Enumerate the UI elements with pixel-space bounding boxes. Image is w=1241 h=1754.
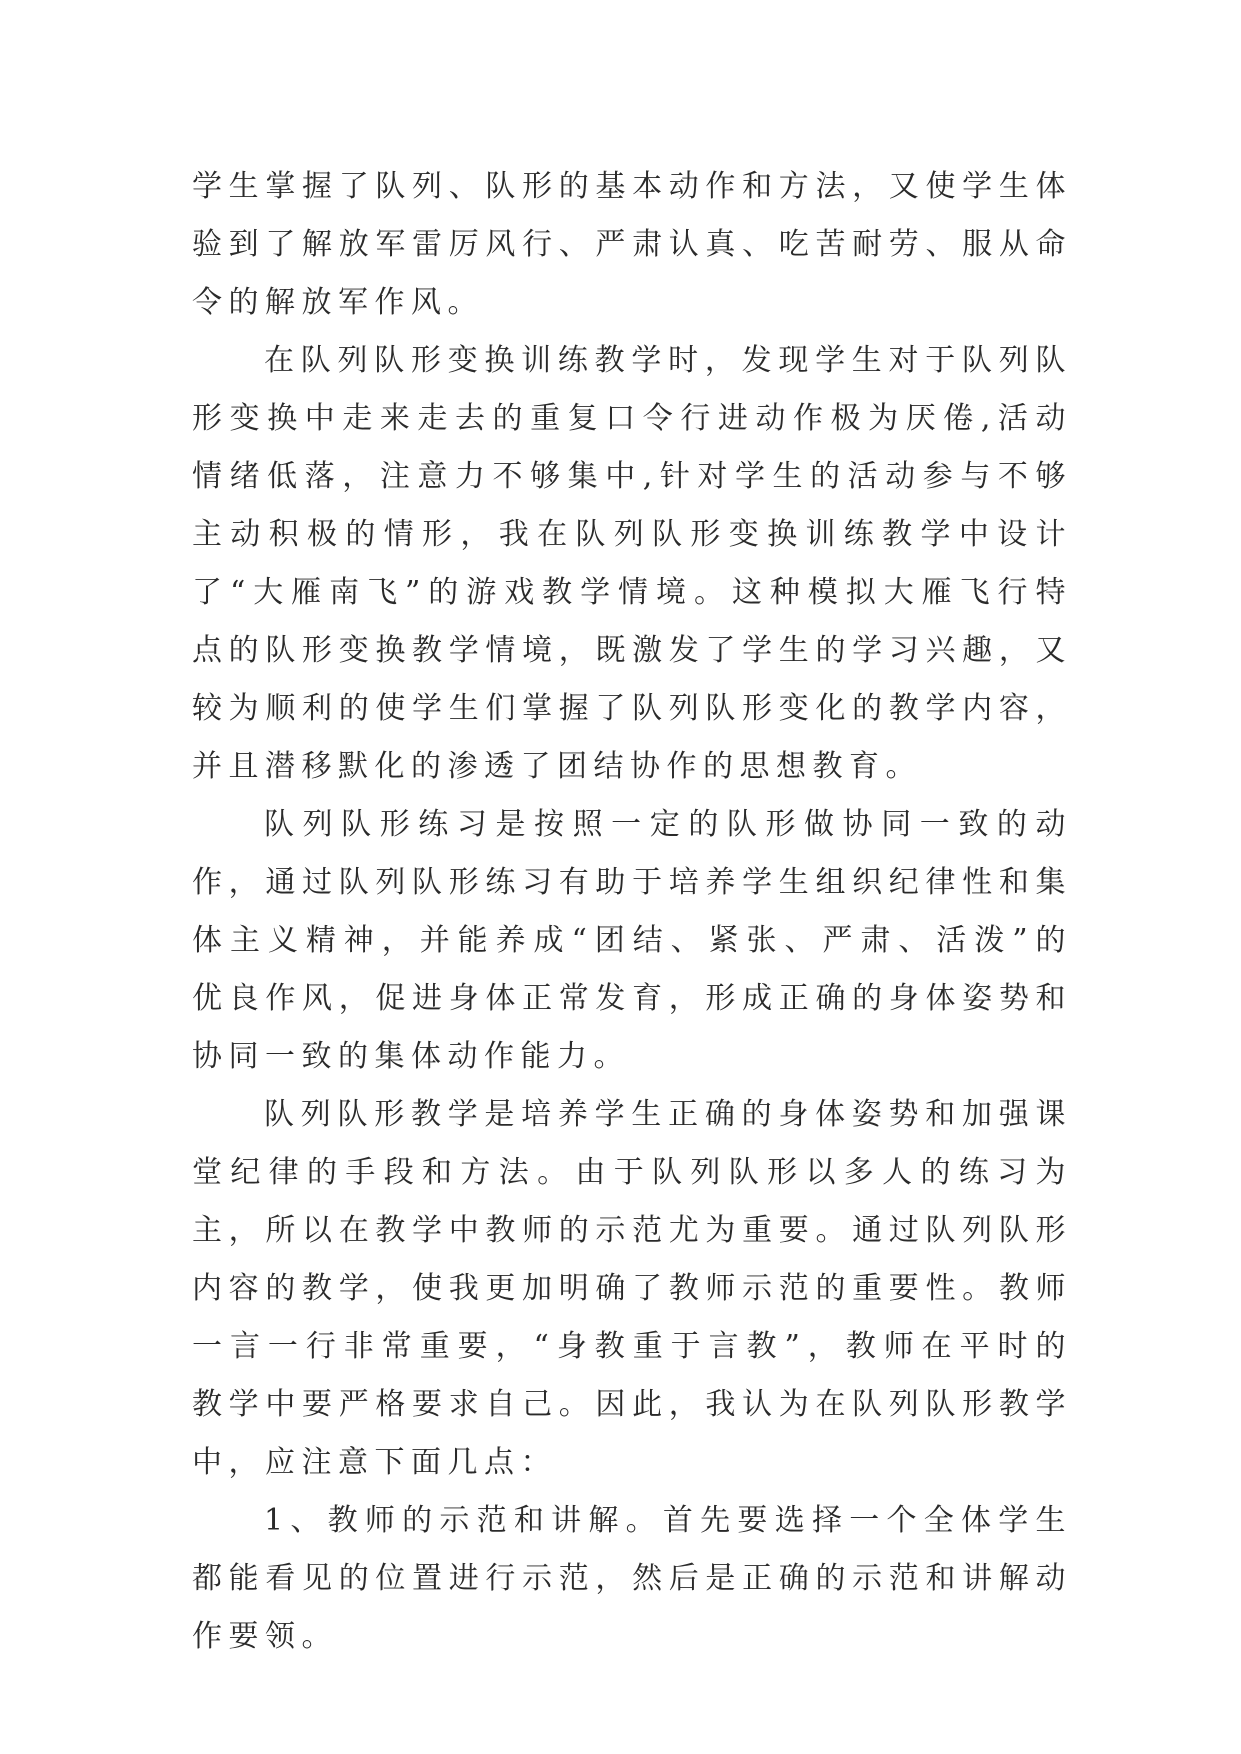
body-text xyxy=(192,158,1072,1666)
paragraph-1: 学生掌握了队列、队形的基本动作和方法，又使学生体验到了解放军雷厉风行、严肃认真、吃苦耐劳、服从命令的解放军作风。 xyxy=(192,169,1072,320)
paragraph-5: 1、教师的示范和讲解。首先要选择一个全体学生都能看见的位置进行示范，然后是正确的示范和讲解动作要领。 xyxy=(192,1503,1072,1654)
paragraph-3: 队列队形练习是按照一定的队形做协同一致的动作，通过队列队形练习有助于培养学生组织纪律性和集体主义精神，并能养成“团结、紧张、严肃、活泼”的优良作风，促进身体正常发育，形成正确的身体姿势和协同一致的集体动作能力。 xyxy=(192,807,1072,1074)
paragraph-2: 在队列队形变换训练教学时，发现学生对于队列队形变换中走来走去的重复口令行进动作极为厌倦,活动情绪低落，注意力不够集中,针对学生的活动参与不够主动积极的情形，我在队列队形变换训练教学中设计了“大雁南飞”的游戏教学情境。这种模拟大雁飞行特点的队形变换教学情境，既激发了学生的学习兴趣，又较为顺利的使学生们掌握了队列队形变化的教学内容，并且潜移默化的渗透了团结协作的思想教育。 xyxy=(192,343,1072,784)
paragraph-4: 队列队形教学是培养学生正确的身体姿势和加强课堂纪律的手段和方法。由于队列队形以多人的练习为主，所以在教学中教师的示范尤为重要。通过队列队形内容的教学，使我更加明确了教师示范的重要性。教师一言一行非常重要，“身教重于言教”，教师在平时的教学中要严格要求自己。因此，我认为在队列队形教学中，应注意下面几点： xyxy=(192,1097,1072,1480)
